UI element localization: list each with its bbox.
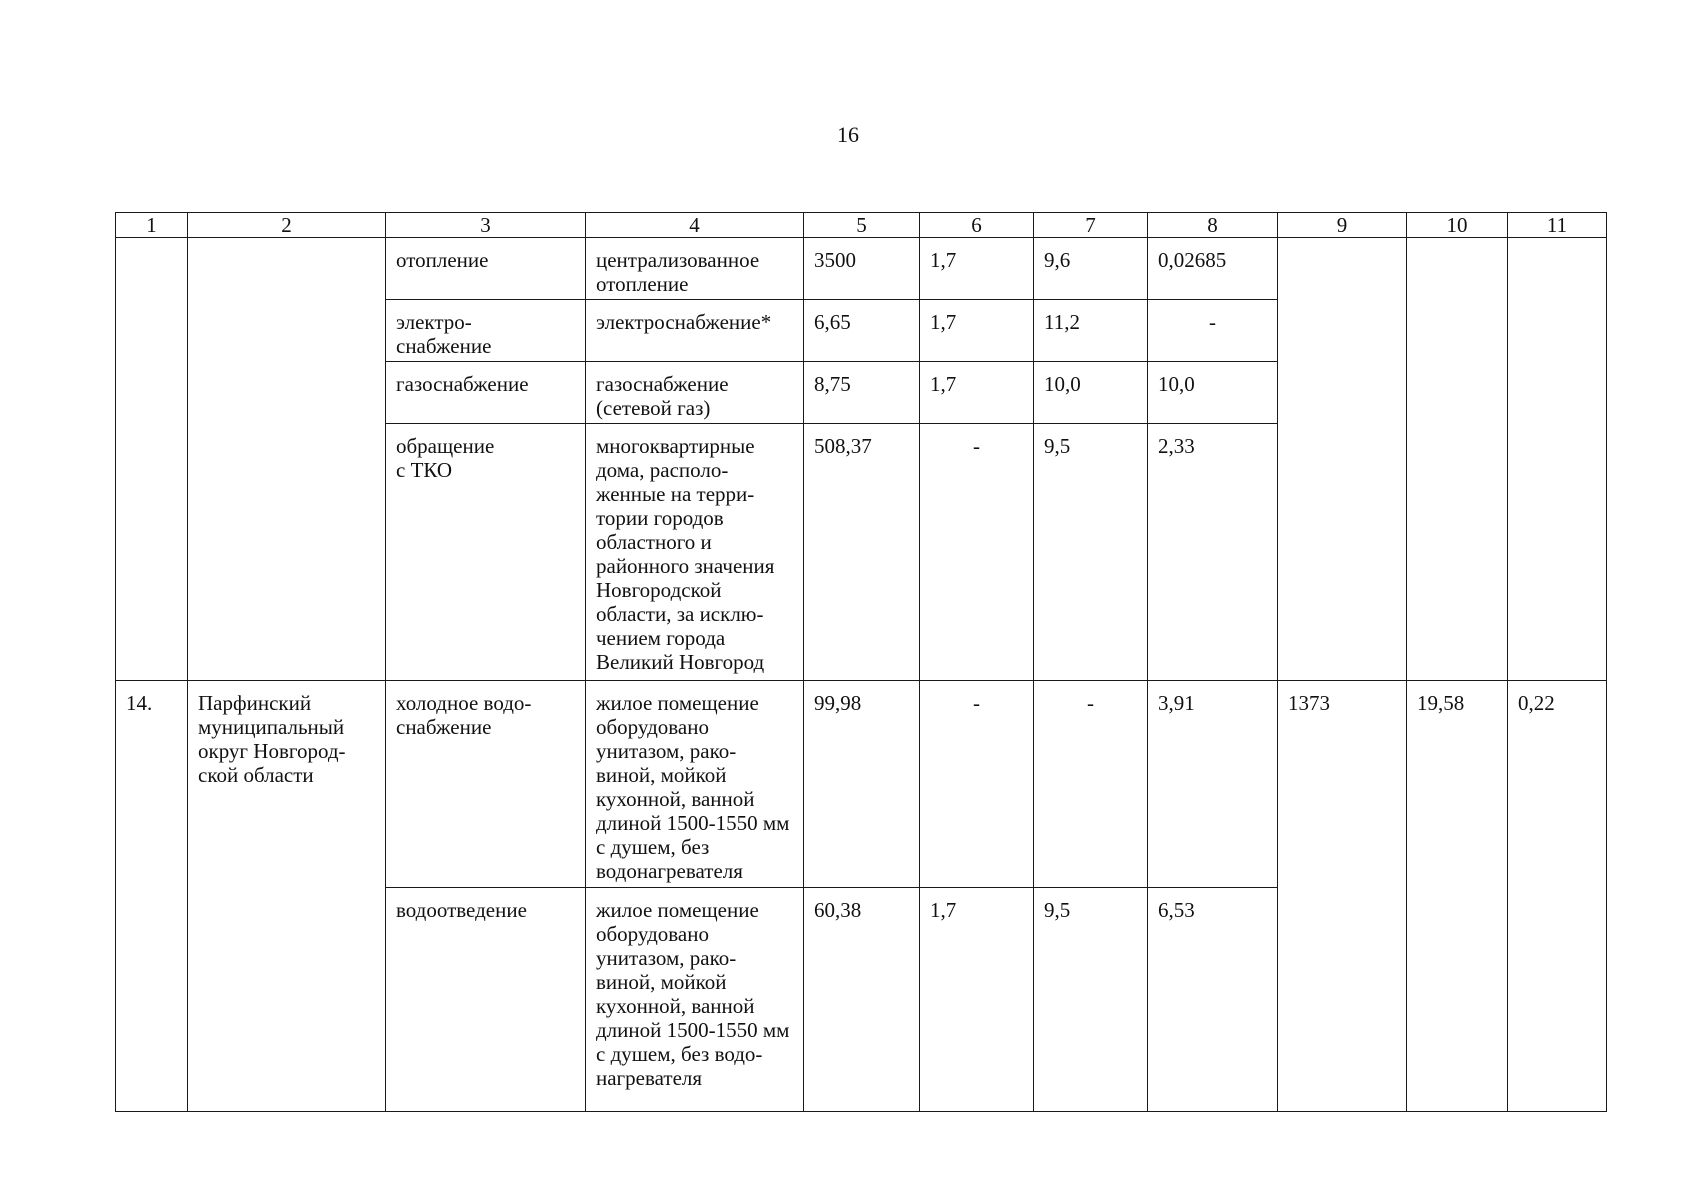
value-cell: 9,6 bbox=[1034, 238, 1148, 300]
column-header: 11 bbox=[1508, 213, 1607, 238]
value-cell: 1,7 bbox=[920, 238, 1034, 300]
service-cell: газоснабжение bbox=[386, 362, 586, 424]
municipality-cell bbox=[188, 238, 386, 681]
value-cell: 11,2 bbox=[1034, 300, 1148, 362]
column-number-row bbox=[116, 213, 1607, 238]
table-row bbox=[116, 238, 1607, 300]
value-cell: 9,5 bbox=[1034, 888, 1148, 1112]
value-cell: - bbox=[920, 681, 1034, 888]
service-detail-cell: многоквартирные дома, располо- женные на терри- тории городов областного и районного значения Новгородской области, за исклю- чением города Великий Новгород bbox=[586, 424, 804, 681]
value-cell: 10,0 bbox=[1034, 362, 1148, 424]
service-detail-cell: электроснабжение* bbox=[586, 300, 804, 362]
service-detail-cell: жилое помещение оборудовано унитазом, рако- виной, мойкой кухонной, ванной длиной 1500-1550 мм с душем, без водонагревателя bbox=[586, 681, 804, 888]
tariff-table bbox=[115, 212, 1607, 1112]
column-header: 7 bbox=[1034, 213, 1148, 238]
value-cell: 8,75 bbox=[804, 362, 920, 424]
value-cell: - bbox=[920, 424, 1034, 681]
value-cell: 6,65 bbox=[804, 300, 920, 362]
service-cell: водоотведение bbox=[386, 888, 586, 1112]
value-cell: 3,91 bbox=[1148, 681, 1278, 888]
col10-cell bbox=[1407, 238, 1508, 681]
table-row bbox=[116, 681, 1607, 888]
value-cell: 508,37 bbox=[804, 424, 920, 681]
col9-cell: 1373 bbox=[1278, 681, 1407, 1112]
entry-number-cell bbox=[116, 238, 188, 681]
municipality-cell: Парфинский муниципальный округ Новгород- ской области bbox=[188, 681, 386, 1112]
col9-cell bbox=[1278, 238, 1407, 681]
column-header: 1 bbox=[116, 213, 188, 238]
service-detail-cell: централизованное отопление bbox=[586, 238, 804, 300]
value-cell: - bbox=[1034, 681, 1148, 888]
col10-cell: 19,58 bbox=[1407, 681, 1508, 1112]
value-cell: 3500 bbox=[804, 238, 920, 300]
value-cell: 6,53 bbox=[1148, 888, 1278, 1112]
column-header: 10 bbox=[1407, 213, 1508, 238]
value-cell: 9,5 bbox=[1034, 424, 1148, 681]
service-detail-cell: жилое помещение оборудовано унитазом, рако- виной, мойкой кухонной, ванной длиной 1500-1550 мм с душем, без водо- нагревателя bbox=[586, 888, 804, 1112]
value-cell: - bbox=[1148, 300, 1278, 362]
value-cell: 99,98 bbox=[804, 681, 920, 888]
service-cell: обращение с ТКО bbox=[386, 424, 586, 681]
column-header: 3 bbox=[386, 213, 586, 238]
value-cell: 0,02685 bbox=[1148, 238, 1278, 300]
value-cell: 1,7 bbox=[920, 362, 1034, 424]
column-header: 4 bbox=[586, 213, 804, 238]
col11-cell bbox=[1508, 238, 1607, 681]
service-cell: отопление bbox=[386, 238, 586, 300]
value-cell: 1,7 bbox=[920, 300, 1034, 362]
entry-number-cell: 14. bbox=[116, 681, 188, 1112]
service-cell: электро- снабжение bbox=[386, 300, 586, 362]
column-header: 9 bbox=[1278, 213, 1407, 238]
service-detail-cell: газоснабжение (сетевой газ) bbox=[586, 362, 804, 424]
service-cell: холодное водо- снабжение bbox=[386, 681, 586, 888]
value-cell: 1,7 bbox=[920, 888, 1034, 1112]
value-cell: 10,0 bbox=[1148, 362, 1278, 424]
column-header: 8 bbox=[1148, 213, 1278, 238]
page-number: 16 bbox=[837, 122, 859, 147]
value-cell: 2,33 bbox=[1148, 424, 1278, 681]
value-cell: 60,38 bbox=[804, 888, 920, 1112]
column-header: 5 bbox=[804, 213, 920, 238]
col11-cell: 0,22 bbox=[1508, 681, 1607, 1112]
column-header: 2 bbox=[188, 213, 386, 238]
column-header: 6 bbox=[920, 213, 1034, 238]
